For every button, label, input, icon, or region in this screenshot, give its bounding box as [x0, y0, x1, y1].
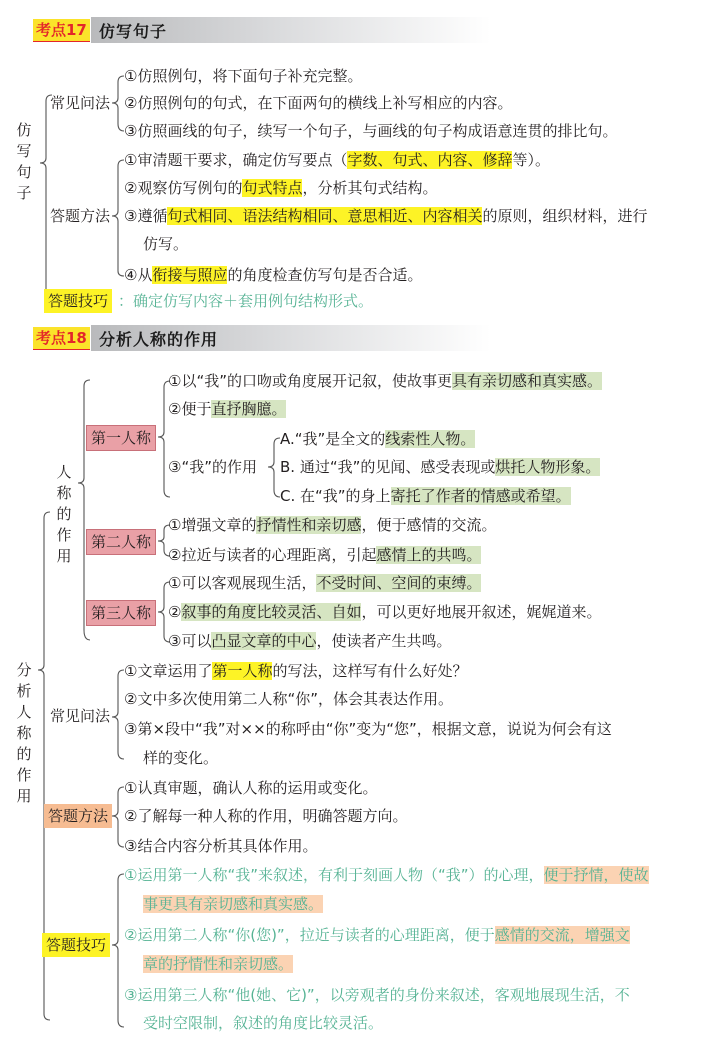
- person-label: 第一人称: [86, 425, 156, 451]
- list-item: B. 通过“我”的见闻、感受表现或烘托人物形象。: [280, 458, 601, 476]
- method-label: 答题方法: [44, 804, 112, 828]
- tips-item: ②运用第二人称“你(您)”，拉近与读者的心理距离，便于感情的交流，增强文: [124, 926, 630, 944]
- group-label: 常见问法: [50, 94, 111, 112]
- list-item-cont: 样的变化。: [143, 749, 219, 767]
- tips-text: ：确定仿写内容＋套用例句结构形式。: [118, 292, 374, 310]
- list-item: ③结合内容分析其具体作用。: [124, 837, 318, 855]
- tips-item-cont: 受时空限制，叙述的角度比较灵活。: [143, 1014, 384, 1032]
- tips-item-cont: 章的抒情性和亲切感。: [143, 955, 294, 973]
- list-item-cont: 仿写。: [143, 235, 189, 253]
- tips-label: 答题技巧: [44, 289, 112, 313]
- list-item: ④从衔接与照应的角度检查仿写句是否合适。: [124, 266, 423, 284]
- list-item: ①增强文章的抒情性和亲切感，便于感情的交流。: [168, 516, 497, 534]
- tips-label: 答题技巧: [42, 933, 110, 957]
- list-item: ②拉近与读者的心理距离，引起感情上的共鸣。: [168, 546, 482, 564]
- list-item: C. 在“我”的身上寄托了作者的情感或希望。: [280, 487, 571, 505]
- list-item: ①审清题干要求，确定仿写要点（字数、句式、内容、修辞等）。: [124, 151, 550, 169]
- list-item: ①仿照例句，将下面句子补充完整。: [124, 67, 363, 85]
- list-item: ②文中多次使用第二人称“你”，体会其表达作用。: [124, 690, 453, 708]
- list-item: ③第×段中“我”对××的称呼由“你”变为“您”，根据文意，说说为何会有这: [124, 720, 612, 738]
- person-label: 第二人称: [86, 529, 156, 555]
- list-item: ②便于直抒胸臆。: [168, 400, 287, 418]
- list-item: ③遵循句式相同、语法结构相同、意思相近、内容相关的原则，组织材料，进行: [124, 207, 648, 225]
- list-item: ②叙事的角度比较灵活、自如，可以更好地展开叙述，娓娓道来。: [168, 603, 602, 621]
- list-item: ③“我”的作用: [168, 458, 257, 476]
- person-label: 第三人称: [86, 600, 156, 626]
- list-item: ①文章运用了第一人称的写法，这样写有什么好处？: [124, 662, 468, 680]
- list-item: ③可以凸显文章的中心，使读者产生共鸣。: [168, 632, 452, 650]
- root-label: 仿写句子: [16, 121, 32, 202]
- tips-item: ①运用第一人称“我”来叙述，有利于刻画人物（“我”）的心理，便于抒情，使故: [124, 866, 649, 884]
- list-item: ①认真审题，确认人称的运用或变化。: [124, 779, 378, 797]
- list-item: ①可以客观展现生活，不受时间、空间的束缚。: [168, 574, 482, 592]
- list-item: ①以“我”的口吻或角度展开记叙，使故事更具有亲切感和真实感。: [168, 372, 603, 390]
- group-label: 常见问法: [50, 707, 111, 725]
- root-label: 分析人称的作用: [16, 661, 32, 805]
- group-label-vertical: 人称的作用: [56, 463, 72, 565]
- section-tag: 考点17: [33, 19, 90, 42]
- section-title: 分析人称的作用: [99, 330, 219, 349]
- list-item: ②观察仿写例句的句式特点，分析其句式结构。: [124, 179, 438, 197]
- section-tag: 考点18: [33, 327, 90, 350]
- group-label: 答题方法: [50, 207, 111, 225]
- list-item: ③仿照画线的句子，续写一个句子，与画线的句子构成语意连贯的排比句。: [124, 122, 618, 140]
- tips-item-cont: 事更具有亲切感和真实感。: [143, 895, 324, 913]
- tips-item: ③运用第三人称“他(她、它)”，以旁观者的身份来叙述，客观地展现生活，不: [124, 986, 630, 1004]
- section-title: 仿写句子: [99, 22, 168, 41]
- list-item: ②仿照例句的句式，在下面两句的横线上补写相应的内容。: [124, 94, 513, 112]
- list-item: A.“我”是全文的线索性人物。: [280, 430, 476, 448]
- list-item: ②了解每一种人称的作用，明确答题方向。: [124, 807, 408, 825]
- section-header: [91, 325, 491, 351]
- section-header: [91, 17, 491, 43]
